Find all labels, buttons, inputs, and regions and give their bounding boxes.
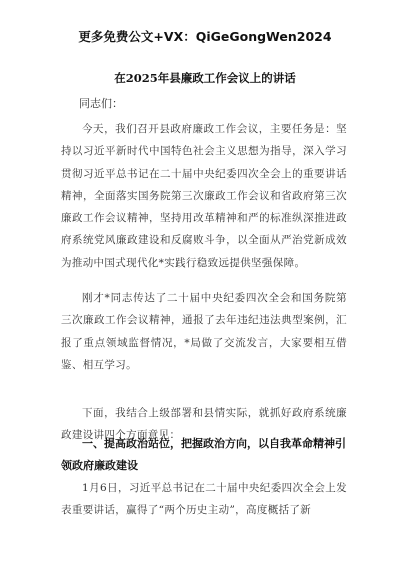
section-heading: 一、提高政治站位，把握政治方向，以自我革命精神引领政府廉政建设 <box>61 437 346 472</box>
paragraph-outline: 下面，我结合上级部署和县情实际，就抓好政府系统廉政建设讲四个方面意见： <box>61 407 347 442</box>
section-paragraph: 1月6日，习近平总书记在二十届中央纪委四次全会上发表重要讲话，赢得了“两个历史主动”，高度概括了新 <box>61 482 347 517</box>
document-title: 在2025年县廉政工作会议上的讲话 <box>114 71 296 85</box>
promo-header: 更多免费公文+VX：QiGeGongWen2024 <box>78 29 332 44</box>
paragraph-intro: 今天，我们召开县政府廉政工作会议，主要任务是：坚持以习近平新时代中国特色社会主义思想为指导，深入学习贯彻习近平总书记在二十届中央纪委四次全会上的重要讲话精神，全面落实国务院第三次廉政工作会议和省政府第三次廉政工作会议精神，坚持用改革精神和严的标准纵深推进政府系统党风廉政建设和反腐败斗争，以全面从严治党新成效为推动中国式现代化*实践行稳致远提供坚强保障。 <box>61 123 347 269</box>
paragraph-report: 刚才*同志传达了二十届中央纪委四次全会和国务院第三次廉政工作会议精神，通报了去年违纪违法典型案例，汇报了重点领域监督情况，*局做了交流发言，大家要相互借鉴、相互学习。 <box>61 292 347 371</box>
salutation: 同志们： <box>79 97 123 110</box>
